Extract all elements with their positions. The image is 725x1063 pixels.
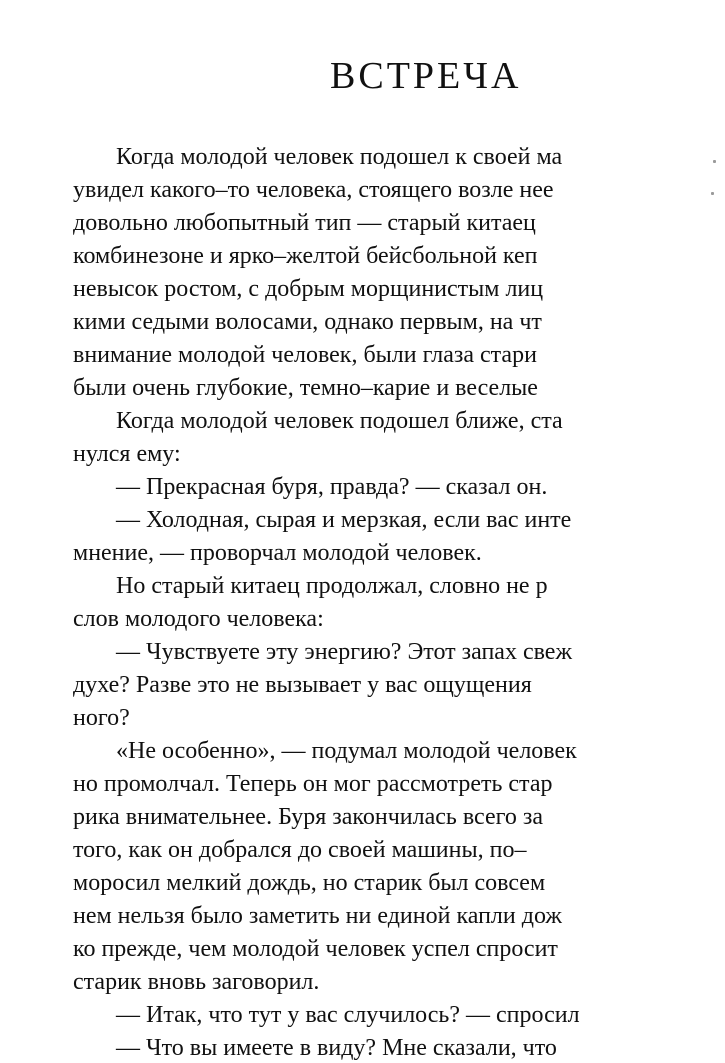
- text-line: Но старый китаец продолжал, словно не р: [116, 573, 548, 599]
- text-line: увидел какого–то человека, стоящего возле нее: [73, 177, 554, 203]
- text-line: Когда молодой человек подошел ближе, ста: [116, 408, 563, 434]
- text-line: довольно любопытный тип — старый китаец: [73, 210, 536, 236]
- text-line: слов молодого человека:: [73, 606, 324, 632]
- text-line: мнение, — проворчал молодой человек.: [73, 540, 482, 566]
- text-line: того, как он добрался до своей машины, по–: [73, 837, 527, 863]
- text-line: невысок ростом, с добрым морщинистым лиц: [73, 276, 544, 302]
- text-line: — Холодная, сырая и мерзкая, если вас инте: [116, 507, 572, 533]
- text-line: старик вновь заговорил.: [73, 969, 320, 995]
- text-line: Когда молодой человек подошел к своей ма: [116, 144, 563, 170]
- chapter-title: ВСТРЕЧА: [330, 55, 522, 97]
- text-line: ко прежде, чем молодой человек успел спросит: [73, 936, 558, 962]
- text-line: «Не особенно», — подумал молодой человек: [116, 738, 577, 764]
- text-line: внимание молодой человек, были глаза стари: [73, 342, 537, 368]
- text-line: духе? Разве это не вызывает у вас ощущения: [73, 672, 532, 698]
- text-line: комбинезоне и ярко–желтой бейсбольной кеп: [73, 243, 538, 269]
- text-line: были очень глубокие, темно–карие и веселые: [73, 375, 538, 401]
- scan-speck: [711, 192, 714, 195]
- text-line: — Итак, что тут у вас случилось? — спросил: [116, 1002, 580, 1028]
- page-edge-mask: [642, 0, 725, 1000]
- body-text: [0, 142, 725, 1061]
- text-line: — Чувствуете эту энергию? Этот запах свеж: [116, 639, 573, 665]
- text-line: нулся ему:: [73, 441, 181, 467]
- text-line: рика внимательнее. Буря закончилась всего за: [73, 804, 544, 830]
- text-line: — Прекрасная буря, правда? — сказал он.: [116, 474, 548, 500]
- text-line: кими седыми волосами, однако первым, на чт: [73, 309, 542, 335]
- text-line: — Что вы имеете в виду? Мне сказали, что: [116, 1035, 557, 1061]
- text-line: ного?: [73, 705, 130, 731]
- text-line: моросил мелкий дождь, но старик был совсем: [73, 870, 546, 896]
- text-line: но промолчал. Теперь он мог рассмотреть стар: [73, 771, 553, 797]
- scan-speck: [713, 160, 716, 163]
- text-line: нем нельзя было заметить ни единой капли дож: [73, 903, 562, 929]
